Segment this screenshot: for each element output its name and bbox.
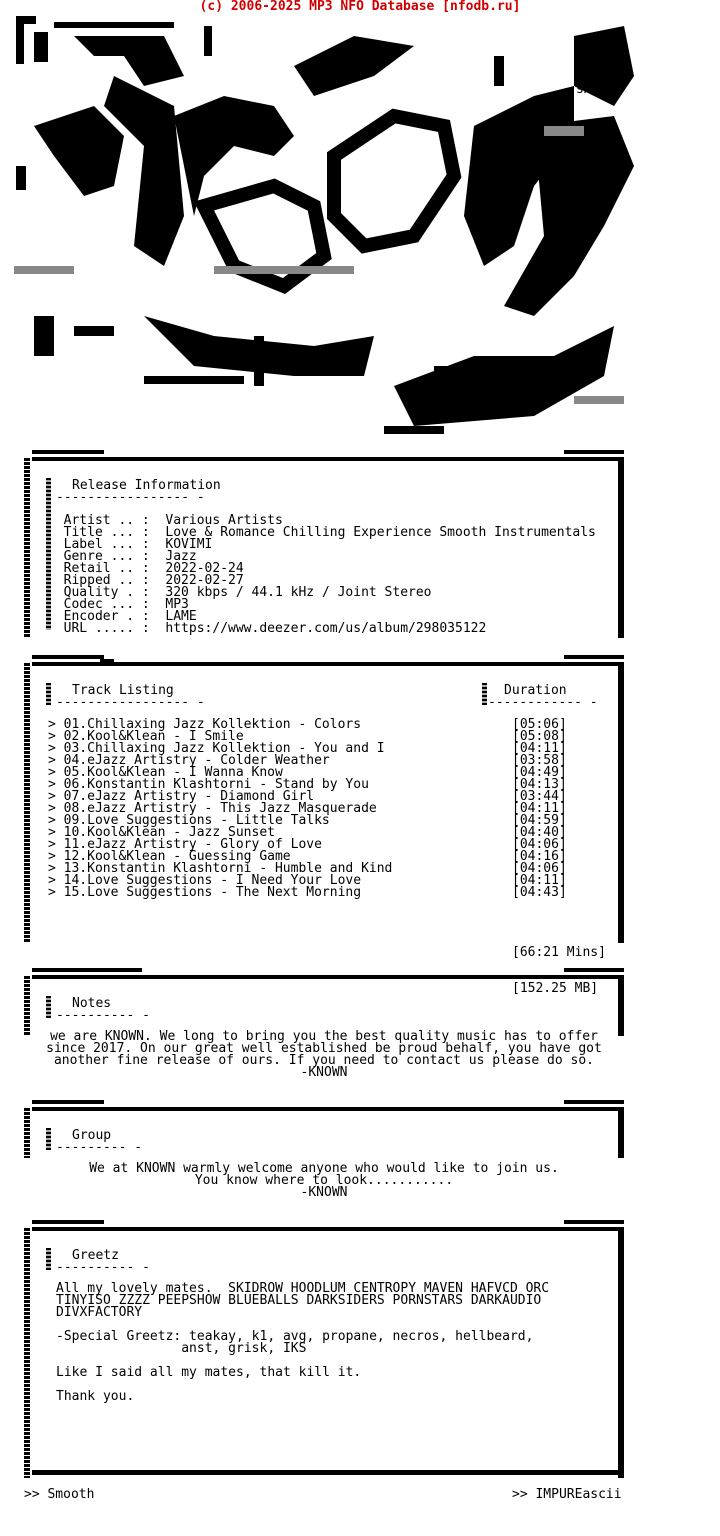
heading-rule: ---------- - (56, 1008, 150, 1023)
greetz-line: DIVXFACTORY (56, 1305, 143, 1320)
release-value: KOVIMI (165, 537, 213, 552)
greetz-line: Like I said all my mates, that kill it. (56, 1365, 362, 1380)
track-duration: [04:49] (512, 765, 567, 780)
release-label: Genre ... : (63, 549, 150, 564)
release-label: Encoder . : (63, 609, 150, 624)
heading-rule: ---------- - (56, 1260, 150, 1275)
track-list (48, 719, 392, 899)
track-title: 15.Love Suggestions - The Next Morning (63, 885, 362, 900)
chevron-right-icon: > (48, 885, 64, 900)
track-title: 02.Kool&Klean - I Smile (63, 729, 244, 744)
footer-right-credit: >> IMPUREascii (512, 1487, 622, 1502)
track-row (48, 887, 392, 899)
group-line: We at KNOWN warmly welcome anyone who would like to join us. (89, 1161, 559, 1176)
total-size: [152.25 MB] (512, 981, 599, 996)
release-label: Retail .. : (63, 561, 150, 576)
track-title: 08.eJazz Artistry - This Jazz Masquerade (63, 801, 377, 816)
chevron-right-icon: > (48, 777, 64, 792)
track-duration: [04:06] (512, 861, 567, 876)
chevron-right-icon: > (48, 753, 64, 768)
release-value: 320 kbps / 44.1 kHz / Joint Stereo (165, 585, 432, 600)
group-heading: Group (72, 1128, 112, 1143)
greetz-line: -Special Greetz: teakay, k1, avg, propane, necros, hellbeard, (56, 1329, 534, 1344)
group-line: -KNOWN (300, 1185, 348, 1200)
release-rows (48, 515, 596, 635)
track-duration: [04:11] (512, 873, 567, 888)
spacer (48, 621, 64, 636)
track-title: 13.Konstantin Klashtorni - Humble and Kind (63, 861, 393, 876)
footer-left-credit: >> Smooth (24, 1487, 95, 1502)
notes-line: -KNOWN (300, 1065, 348, 1080)
heading-rule: ----------------- - (56, 695, 205, 710)
release-label: Ripped .. : (63, 573, 150, 588)
release-value: Jazz (165, 549, 197, 564)
release-heading: Release Information (72, 478, 221, 493)
chevron-right-icon: > (48, 789, 64, 804)
greetz-heading: Greetz (72, 1248, 119, 1263)
release-label: Label ... : (63, 537, 150, 552)
release-label: Title ... : (63, 525, 150, 540)
heading-rule: ------------ - (488, 695, 598, 710)
greetz-line: Thank you. (56, 1389, 135, 1404)
track-title: 06.Konstantin Klashtorni - Stand by You (63, 777, 369, 792)
chevron-right-icon: > (48, 741, 64, 756)
track-title: 01.Chillaxing Jazz Kollektion - Colors (63, 717, 362, 732)
bottom-rule (32, 1470, 620, 1475)
heading-rule: ----------------- - (56, 490, 205, 505)
release-label: Artist .. : (63, 513, 150, 528)
track-duration: [05:06] (512, 717, 567, 732)
release-value[interactable]: https://www.deezer.com/us/album/298035122 (165, 621, 487, 636)
track-title: 12.Kool&Klean - Guessing Game (63, 849, 291, 864)
track-duration: [05:08] (512, 729, 567, 744)
artist-signature: sM (576, 82, 592, 97)
notes-line: since 2017. On our great well established be proud behalf, you have got (46, 1041, 602, 1056)
copyright-banner[interactable]: (c) 2006-2025 MP3 NFO Database [nfodb.ru] (199, 0, 521, 14)
notes-line: another fine release of ours. If you need to contact us please do so. (53, 1053, 595, 1068)
track-title: 04.eJazz Artistry - Colder Weather (63, 753, 330, 768)
chevron-right-icon: > (48, 813, 64, 828)
release-row (48, 623, 596, 635)
release-value: Love & Romance Chilling Experience Smooth Instrumentals (165, 525, 596, 540)
track-title: 05.Kool&Klean - I Wanna Know (63, 765, 283, 780)
track-durations (512, 719, 567, 899)
track-duration: [04:11] (512, 801, 567, 816)
track-title: 14.Love Suggestions - I Need Your Love (63, 873, 362, 888)
track-duration: [04:43] (512, 885, 567, 900)
track-duration: [04:06] (512, 837, 567, 852)
heading-rule: --------- - (56, 1140, 143, 1155)
track-title: 07.eJazz Artistry - Diamond Girl (63, 789, 315, 804)
notes-text (24, 1031, 624, 1079)
track-duration: [03:44] (512, 789, 567, 804)
release-value: 2022-02-27 (165, 573, 244, 588)
chevron-right-icon: > (48, 861, 64, 876)
chevron-right-icon: > (48, 765, 64, 780)
greetz-line: All my lovely mates. SKIDROW HOODLUM CENTROPY MAVEN HAFVCD ORC (56, 1281, 550, 1296)
track-duration: [04:11] (512, 741, 567, 756)
notes-heading: Notes (72, 996, 112, 1011)
release-label: Codec ... : (63, 597, 150, 612)
release-value: Various Artists (165, 513, 283, 528)
track-title: 10.Kool&Klean - Jazz Sunset (63, 825, 275, 840)
track-title: 03.Chillaxing Jazz Kollektion - You and I (63, 741, 385, 756)
release-label: URL ..... : (63, 621, 150, 636)
chevron-right-icon: > (48, 801, 64, 816)
track-duration: [04:40] (512, 825, 567, 840)
chevron-right-icon: > (48, 729, 64, 744)
tracks-heading: Track Listing (72, 683, 174, 698)
track-duration: [04:13] (512, 777, 567, 792)
track-title: 09.Love Suggestions - Little Talks (63, 813, 330, 828)
release-value: LAME (165, 609, 197, 624)
total-time: [66:21 Mins] (512, 945, 606, 960)
track-duration: [03:58] (512, 753, 567, 768)
track-duration: [04:59] (512, 813, 567, 828)
chevron-right-icon: > (48, 837, 64, 852)
chevron-right-icon: > (48, 849, 64, 864)
duration-heading: Duration (504, 683, 567, 698)
track-duration: [04:16] (512, 849, 567, 864)
greetz-line: TINYISO ZZZZ PEEPSHOW BLUEBALLS DARKSIDERS PORNSTARS DARKAUDIO (56, 1293, 542, 1308)
greetz-text (56, 1283, 549, 1403)
release-label: Quality . : (63, 585, 150, 600)
group-line: You know where to look........... (194, 1173, 454, 1188)
known-ascii-logo (14, 16, 642, 446)
chevron-right-icon: > (48, 717, 64, 732)
release-value: 2022-02-24 (165, 561, 244, 576)
notes-line: we are KNOWN. We long to bring you the best quality music has to offer (50, 1029, 598, 1044)
group-text (24, 1163, 624, 1199)
chevron-right-icon: > (48, 825, 64, 840)
release-value: MP3 (165, 597, 189, 612)
greetz-line: anst, grisk, IKS (56, 1341, 307, 1356)
track-title: 11.eJazz Artistry - Glory of Love (63, 837, 322, 852)
chevron-right-icon: > (48, 873, 64, 888)
spacer (150, 621, 166, 636)
